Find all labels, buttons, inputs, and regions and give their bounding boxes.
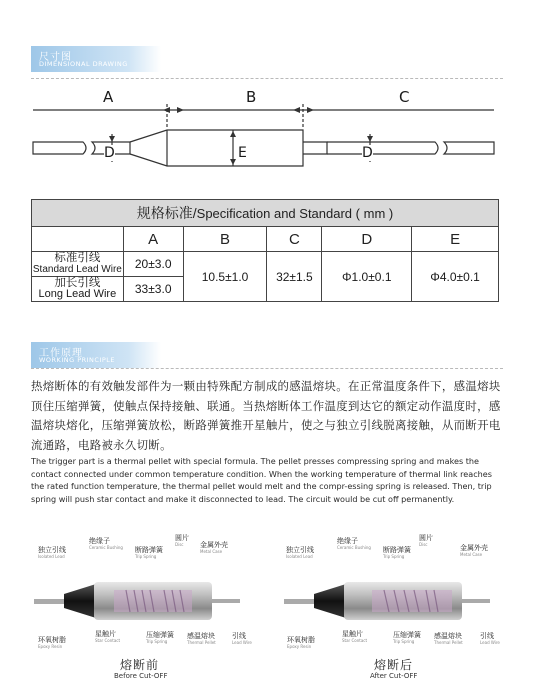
label-trip-spring-before: 断路弹簧 Trip Spring <box>135 546 163 559</box>
label-ceramic-bushing-before: 绝缘子 Ceramic Bushing <box>89 537 123 550</box>
label-thermal-pellet-before: 感温熔块 Thermal Pellet <box>187 632 216 645</box>
header-a: A <box>123 227 183 252</box>
cell-c: 32±1.5 <box>267 252 322 302</box>
dim-label-d-left: D <box>104 145 115 161</box>
working-section-title-cn: 工作原理 <box>39 348 83 359</box>
before-cutoff-photo <box>34 566 240 636</box>
row-label-long-cn: 加长引线 <box>54 277 101 289</box>
row-label-long <box>32 277 124 302</box>
cell-a-standard: 20±3.0 <box>123 252 183 277</box>
label-disc-before: 圆片 Disc <box>175 534 189 547</box>
label-epoxy-resin-after: 环氧树脂 Epoxy Resin <box>287 636 315 649</box>
header-c: C <box>267 227 322 252</box>
caption-after-en: After Cut-OFF <box>370 672 418 680</box>
label-epoxy-resin-before: 环氧树脂 Epoxy Resin <box>38 636 66 649</box>
label-metal-case-after: 金属外壳 Metal Case <box>460 544 488 557</box>
dimension-drawing <box>0 80 534 192</box>
working-section-banner <box>31 342 161 368</box>
row-label-standard <box>32 252 124 277</box>
header-e: E <box>412 227 499 252</box>
cell-b: 10.5±1.0 <box>183 252 267 302</box>
header-b: B <box>183 227 267 252</box>
cell-e: Φ4.0±0.1 <box>412 252 499 302</box>
spec-title-en: Specification and Standard <box>196 206 353 221</box>
section-divider <box>31 78 503 79</box>
label-trip-spring-after: 断路弹簧 Trip Spring <box>383 546 411 559</box>
label-compression-spring-before: 压缩弹簧 Trip Spring <box>146 631 174 644</box>
dim-label-c: C <box>399 88 410 106</box>
dimension-section-title-cn: 尺寸图 <box>39 52 72 63</box>
header-blank <box>32 227 124 252</box>
working-principle-en: The trigger part is a thermal pellet with special formula. The pellet presses compressing spring and makes the contact connected under common temperature condition. When the working temperature of thermal link reaches the rated function temperature, the thermal pellet would melt and the compr-essing spring is released. Then, trip spring will push star contact and make it disconnected to lead. The circuit would be cut off permanently. <box>31 456 492 504</box>
label-star-contact-after: 星触片 Star Contact <box>342 630 368 643</box>
section-divider-2 <box>31 368 503 369</box>
dim-label-a: A <box>103 88 114 106</box>
working-principle-cn: 热熔断体的有效触发部件为一颗由特殊配方制成的感温熔块。在正常温度条件下，感温熔块顶住压缩弹簧，使触点保持接触、联通。当热熔断体工作温度到达它的额定动作温度时，感温熔块熔化，压缩弹簧放松，断路弹簧推开星触片，使之与独立引线脱离接触，从而断开电流通路，电路被永久切断。 <box>31 379 501 452</box>
row-label-standard-cn: 标准引线 <box>54 252 101 264</box>
label-isolated-lead-after: 独立引线 Isolated Lead <box>286 546 314 559</box>
row-label-long-en: Long Lead Wire <box>38 288 117 300</box>
spec-table <box>31 199 499 302</box>
after-cutoff-photo <box>284 566 490 636</box>
caption-before-en: Before Cut-OFF <box>114 672 168 680</box>
spec-title-cn: 规格标准/ <box>136 205 197 221</box>
spec-table-title <box>32 200 499 227</box>
cell-a-long: 33±3.0 <box>123 277 183 302</box>
spec-title-unit: ( mm ) <box>355 206 394 221</box>
label-lead-wire-after: 引线 Lead Wire <box>480 632 500 645</box>
label-ceramic-bushing-after: 绝缘子 Ceramic Bushing <box>337 537 371 550</box>
working-section-title-en: WORKING PRINCIPLE <box>39 356 116 364</box>
label-disc-after: 圆片 Disc <box>419 534 433 547</box>
dimension-section-title-en: DIMENSIONAL DRAWING <box>39 60 128 68</box>
header-d: D <box>322 227 412 252</box>
label-thermal-pellet-after: 感温熔块 Thermal Pellet <box>434 632 463 645</box>
label-metal-case-before: 金属外壳 Metal Case <box>200 541 228 554</box>
label-compression-spring-after: 压缩弹簧 Trip Spring <box>393 631 421 644</box>
caption-before-cn: 熔断前 <box>120 658 160 672</box>
label-lead-wire-before: 引线 Lead Wire <box>232 632 252 645</box>
label-star-contact-before: 星触片 Star Contact <box>95 630 121 643</box>
dimension-section-banner <box>31 46 161 72</box>
row-label-standard-en: Standard Lead Wire <box>32 264 122 275</box>
cell-d: Φ1.0±0.1 <box>322 252 412 302</box>
label-isolated-lead-before: 独立引线 Isolated Lead <box>38 546 66 559</box>
dim-label-d-right: D <box>362 145 373 161</box>
dim-label-e: E <box>238 145 247 161</box>
dim-label-b: B <box>246 88 257 106</box>
caption-after-cn: 熔断后 <box>374 658 414 672</box>
